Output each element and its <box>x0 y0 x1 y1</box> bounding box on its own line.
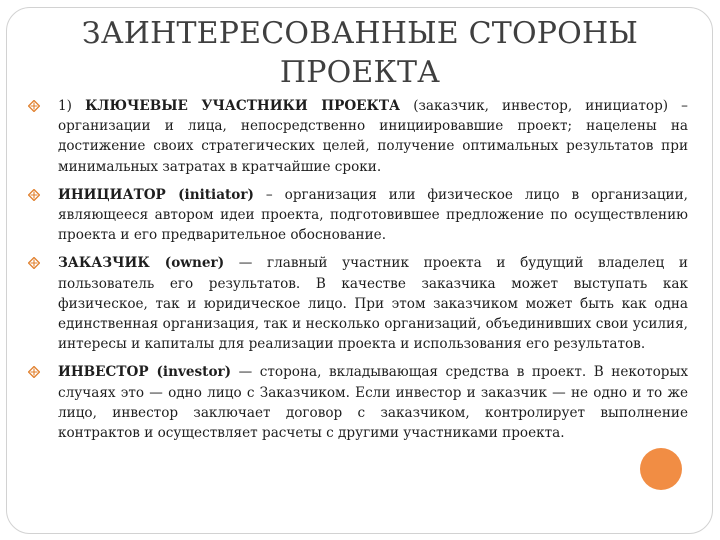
bullet-lead: ЗАКАЗЧИК (owner) <box>58 255 225 272</box>
bullet-investor <box>24 362 688 443</box>
diamond-cross-icon <box>28 366 40 378</box>
bullet-text: (заказчик, инвестор, инициатор) – организации и лица, непосредственно инициировавшие проект; нацелены на достижение своих стратегических целей, получение оптимальных результатов при минимальных затратах в кратчайшие сроки. <box>58 98 688 175</box>
bullet-lead: ИНИЦИАТОР (initiator) <box>58 186 254 203</box>
bullet-text: – организация или физическое лицо в организации, являющееся автором идеи проекта, подготовившее предложение по осуществлению проекта и его предварительное обоснование. <box>58 186 688 244</box>
bullet-initiator <box>24 185 688 246</box>
title-line-2: ПРОЕКТА <box>279 55 441 90</box>
bullet-owner <box>24 253 688 354</box>
diamond-cross-icon <box>28 100 40 112</box>
bullet-lead: ИНВЕСТОР (investor) <box>58 364 232 381</box>
bullet-key-participants <box>24 96 688 177</box>
bullet-lead: КЛЮЧЕВЫЕ УЧАСТНИКИ ПРОЕКТА <box>85 98 401 114</box>
bullet-text: — главный участник проекта и будущий владелец и пользователь его результатов. В качестве заказчика может выступать как физическое, так и юридическое лицо. При этом заказчиком может быть как одна единственная организация, так и несколько организаций, объединивших свои усилия, интересы и капиталы для реализации проекта и использования его результатов. <box>58 255 688 353</box>
title-line-1: ЗАИНТЕРЕСОВАННЫЕ СТОРОНЫ <box>81 16 639 51</box>
diamond-cross-icon <box>28 189 40 201</box>
bullet-text: — сторона, вкладывающая средства в проект. В некоторых случаях это — одно лицо с Заказчиком. Если инвестор и заказчик — не одно и то же лицо, инвестор заключает договор с заказчиком, контролирует выполнение контрактов и осуществляет расчеты с другими участниками проекта. <box>58 364 688 442</box>
bullet-list <box>24 96 688 451</box>
slide-title <box>40 14 680 92</box>
diamond-cross-icon <box>28 257 40 269</box>
bullet-prefix: 1) <box>58 98 86 114</box>
accent-circle <box>640 448 682 490</box>
